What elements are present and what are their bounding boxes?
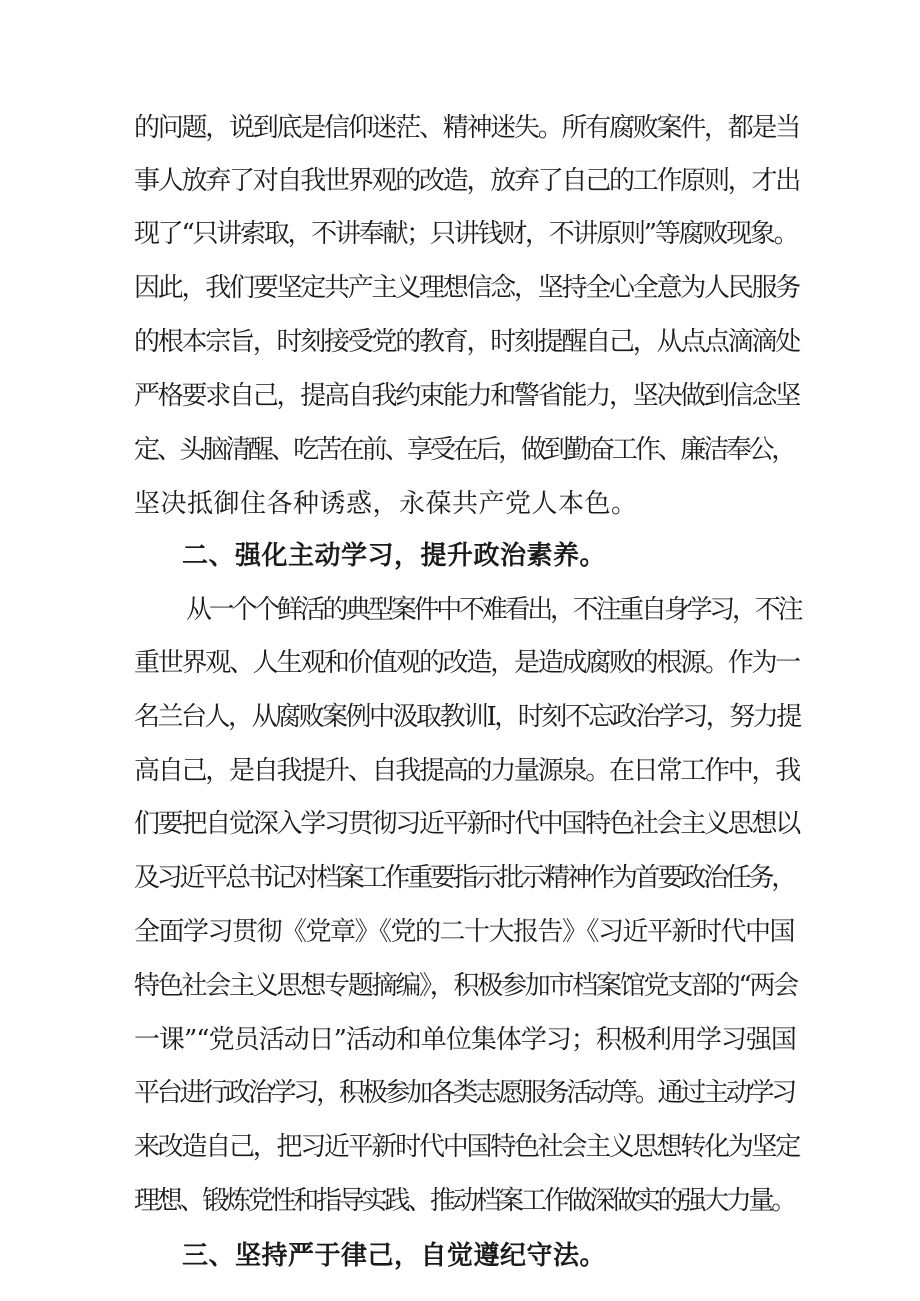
paragraph-2-line-2: 重世界观、人生观和价值观的改造，是造成腐败的根源。作为一 — [134, 648, 800, 678]
paragraph-2-line-12: 理想、锻炼党性和指导实践、推动档案工作做深做实的强大力量。 — [134, 1186, 794, 1216]
paragraph-2-line-4: 高自己，是自我提升、自我提高的力量源泉。在日常工作中，我 — [134, 756, 800, 786]
paragraph-2-line-5: 们要把自觉深入学习贯彻习近平新时代中国特色社会主义思想以 — [134, 809, 800, 839]
paragraph-1-line-6: 严格要求自己，提高自我约束能力和警省能力，坚决做到信念坚 — [134, 381, 800, 411]
paragraph-1-line-3: 现了“只讲索取，不讲奉献；只讲钱财，不讲原则”等腐败现象。 — [134, 219, 798, 249]
section-heading-2: 二、强化主动学习，提升政治素养。 — [182, 541, 607, 571]
paragraph-2-line-11: 来改造自己，把习近平新时代中国特色社会主义思想转化为坚定 — [134, 1132, 800, 1162]
paragraph-2-line-3: 名兰台人，从腐败案例中汲取教训I，时刻不忘政治学习，努力提 — [134, 702, 800, 732]
paragraph-1-line-8: 坚决抵御住各种诱惑，永葆共产党人本色。 — [134, 489, 638, 519]
section-heading-3: 三、坚持严于律己，自觉遵纪守法。 — [182, 1241, 607, 1271]
paragraph-1-line-7: 定、头脑清醒、吃苦在前、享受在后，做到勤奋工作、廉洁奉公， — [134, 435, 794, 465]
paragraph-2-line-8: 特色社会主义思想专题摘编》，积极参加市档案馆党支部的“两会 — [134, 971, 798, 1001]
paragraph-2-line-10: 平台进行政治学习，积极参加各类志愿服务活动等。通过主动学习 — [134, 1078, 794, 1108]
paragraph-2-line-9: 一课”“党员活动日”活动和单位集体学习；积极利用学习强国 — [134, 1025, 796, 1055]
paragraph-1-line-1: 的问题，说到底是信仰迷茫、精神迷失。所有腐败案件，都是当 — [134, 113, 800, 143]
paragraph-1-line-2: 事人放弃了对自我世界观的改造，放弃了自己的工作原则，才出 — [134, 166, 800, 196]
paragraph-2-line-6: 及习近平总书记对档案工作重要指示批示精神作为首要政治任务， — [134, 863, 794, 893]
paragraph-2-line-1: 从一个个鲜活的典型案件中不难看出，不注重自身学习，不注 — [186, 595, 801, 625]
paragraph-1-line-4: 因此，我们要坚定共产主义理想信念，坚持全心全意为人民服务 — [134, 273, 800, 303]
paragraph-1-line-5: 的根本宗旨，时刻接受党的教育，时刻提醒自己，从点点滴滴处 — [134, 327, 800, 357]
paragraph-2-line-7: 全面学习贯彻《党章》《党的二十大报告》《习近平新时代中国 — [134, 917, 795, 947]
